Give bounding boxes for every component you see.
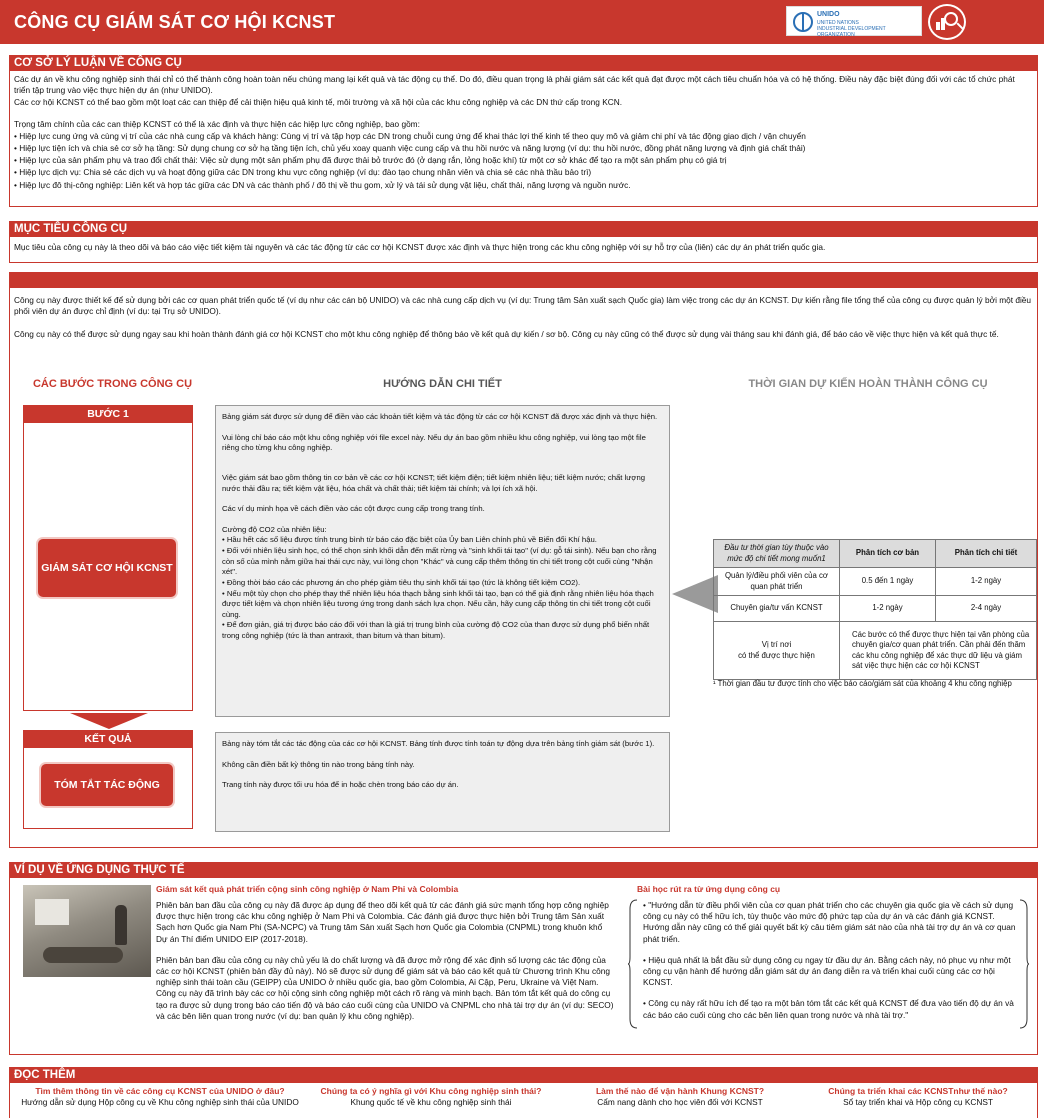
- right-brace-icon: [1018, 899, 1030, 1029]
- page-title: CÔNG CỤ GIÁM SÁT CƠ HỘI KCNST: [14, 12, 336, 32]
- reading-item: [10, 1086, 310, 1109]
- guide-line: Việc giám sát bao gồm thông tin cơ bản về các cơ hội KCNST; tiết kiệm điện; tiết kiệm nhiên liệu; tiết kiệm nước; chất lượng nước thải đầu ra; tiết kiệm vật liệu, hóa chất và chất thải; tiết kiệm tài chính; và lợi ích xã hội.: [222, 472, 645, 493]
- example-section: [9, 862, 1038, 1055]
- monitor-opportunities-button[interactable]: GIÁM SÁT CƠ HỘI KCNST: [38, 539, 176, 597]
- down-arrow-icon: [70, 713, 148, 729]
- usage-heading-bar: [10, 273, 1037, 288]
- basis-bullet: • Hiệp lực cung ứng và cùng vị trí của các nhà cung cấp và khách hàng: Cùng vị trí và tập hợp các DN trong chuỗi cung ứng để khai thác lợi thế kinh tế theo quy mô và giảm chi phí và tác động giao dịch / vận chuyển: [14, 130, 806, 141]
- step-1-label: BƯỚC 1: [24, 406, 192, 423]
- guide-line: • Nếu một tùy chọn cho phép thay thế nhiên liệu hóa thạch bằng sinh khối tái tạo, bạn có thể giả định rằng nhiên liệu hóa thạch được tiết kiệm và chọn nhiên liệu tương ứng trong danh sách lựa chọn. Nếu cần, hãy cung cấp thông tin chi tiết trong cột cuối cùng.: [222, 588, 654, 619]
- basis-section: [9, 55, 1038, 207]
- steps-column-heading: CÁC BƯỚC TRONG CÔNG CỤ: [32, 378, 193, 390]
- un-globe-icon: [793, 12, 813, 32]
- guide-column-heading: HƯỚNG DẪN CHI TIẾT: [383, 378, 502, 390]
- guide-line: • Đối với nhiên liệu sinh học, có thể chọn sinh khối dẫn đến mất rừng và "sinh khối tái tạo" (ví dụ: gỗ tái sinh). Nếu bạn cho rằng còn số của mình nằm giữa hai thái cực này, vui lòng chọn "Khác" và cung cấp thêm thông tin chi tiết trong cột cuối cùng "Nhận xét".: [222, 546, 657, 577]
- impact-summary-button[interactable]: TÓM TẮT TÁC ĐỘNG: [41, 764, 173, 806]
- usage-paragraph-2: Công cụ này có thể được sử dụng ngay sau khi hoàn thành đánh giá cơ hội KCNST cho một khu công nghiệp để thông báo về kết quả dự kiến / sơ bộ. Công cụ này cũng có thể được sử dụng vài tháng sau khi đánh giá, để báo cáo về việc thực hiện và kết quả thực tế.: [14, 329, 999, 340]
- table-row: [714, 622, 1037, 680]
- result-label: KẾT QUẢ: [24, 731, 192, 748]
- unido-logo: [786, 6, 922, 36]
- reading-section: [9, 1067, 1038, 1118]
- case-paragraph-2: Phiên bản ban đầu của công cụ này chủ yếu là do chất lượng và đã được mở rộng để xác định số lượng các tác động của các cơ hội KCNST (phiên bản đầy đủ này). Nó sẽ được sử dụng để giám sát và báo cáo kết quả từ Chương trình Khu công nghiệp sinh thái toàn cầu (GEIPP) của UNIDO ở nhiều quốc gia, bao gồm Colombia, Ai Cập, Peru, Ukraine và Việt Nam. Công cụ này đã trình bày các cơ hội cộng sinh công nghiệp một cách rõ ràng và minh bạch. Bản tóm tắt kết quả do công cụ tạo ra được sử dụng trong báo cáo tiến độ và báo cáo cuối cùng của UNIDO và CNPML cho nhà tài trợ dự án (ví dụ: SECO) và các bên liên quan trong nước (ví dụ: ban quản lý khu công nghiệp).: [156, 954, 614, 1021]
- guide-step-1: [215, 405, 670, 717]
- table-cell-place-label: Vị trí nơi có thể được thực hiện: [714, 622, 840, 680]
- basis-heading: CƠ SỞ LÝ LUẬN VỀ CÔNG CỤ: [10, 56, 1037, 71]
- logo-org-text: UNITED NATIONS INDUSTRIAL DEVELOPMENT ORGANIZATION: [817, 20, 886, 38]
- example-heading: VÍ DỤ VỀ ỨNG DỤNG THỰC TẾ: [10, 863, 1037, 878]
- chart-magnifier-icon: [928, 4, 966, 40]
- header-bar: [0, 0, 1044, 44]
- case-paragraph-1: Phiên bản ban đầu của công cụ này đã được áp dụng để theo dõi kết quả từ các đánh giá sức mạnh tổng hợp công nghiệp được thực hiện trong các khu công nghiệp ở Nam Phi và Colombia. Các đánh giá được thực hiện bởi Trung tâm Sản xuất Sạch hơn Quốc gia Nam Phi (SA-NCPC) và Trung tâm Sản xuất Sạch hơn Quốc gia Colombia (CNPML) trong khuôn khổ Dự án Thí điểm UNIDO EIP (2017-2018).: [156, 900, 609, 944]
- logo-unido-text: UNIDO: [817, 11, 840, 18]
- goal-text: Mục tiêu của công cụ này là theo dõi và báo cáo việc tiết kiệm tài nguyên và các tác động từ các cơ hội KCNST được xác định và thực hiện trong các khu công nghiệp với sự hỗ trợ của (liên) các dự án phát triển quốc gia.: [14, 242, 826, 252]
- table-header-basic: Phân tích cơ bản: [840, 540, 936, 568]
- result-box: [23, 730, 193, 829]
- lesson-item: • Công cụ này rất hữu ích để tạo ra một bản tóm tắt các kết quả KCNST để đưa vào tiến độ dự án và các báo cáo cuối cùng cho các bên liên quan trong nước và nhà tài trợ.": [643, 998, 1014, 1020]
- guide-result: [215, 732, 670, 832]
- table-row: [714, 568, 1037, 596]
- guide-line: • Hầu hết các số liệu được tính trung bình từ báo cáo đặc biệt của Ủy ban Liên chính phủ về Biến đổi Khí hậu.: [222, 535, 597, 545]
- basis-bullet: • Hiệp lực của sản phẩm phụ và trao đổi chất thải: Việc sử dụng một sản phẩm phụ đã được thải bỏ trước đó (ở dạng rắn, lỏng hoặc khí) từ một cơ sở khác để tạo ra một sản phẩm phụ có giá trị: [14, 155, 727, 166]
- reading-item: [798, 1086, 1038, 1109]
- table-cell-role: Chuyên gia/tư vấn KCNST: [714, 596, 840, 622]
- guide-line: Cường độ CO2 của nhiên liệu:: [222, 524, 327, 534]
- lesson-item: • Hiệu quả nhất là bắt đầu sử dụng công cụ ngay từ đầu dự án. Bằng cách này, nó phục vụ như một công cụ vận hành để hướng dẫn giám sát dự án đang diễn ra và triển khai cuối cùng các cơ hội KCNST.: [643, 954, 1011, 988]
- table-cell-basic: 1-2 ngày: [840, 596, 936, 622]
- basis-paragraph-2: Các cơ hội KCNST có thể bao gồm một loạt các can thiệp để cải thiện hiệu quả kinh tế, môi trường và xã hội của các khu công nghiệp và các DN thứ cấp trong KCN.: [14, 97, 623, 108]
- left-arrow-icon: [672, 575, 718, 613]
- time-estimate-table: [713, 539, 1037, 680]
- usage-section: [9, 272, 1038, 848]
- table-cell-detail: 1-2 ngày: [936, 568, 1037, 596]
- table-cell-detail: 2-4 ngày: [936, 596, 1037, 622]
- guide-line: • Để đơn giản, giá trị được báo cáo đối với than là giá trị trung bình của cường độ CO2 của than được sử dụng phổ biến nhất trong công nghiệp (tức là than antraxit, than bitum và than bitum).: [222, 620, 650, 640]
- reading-question: Làm thế nào để vận hành Khung KCNST?: [595, 1086, 765, 1096]
- step-1-box: [23, 405, 193, 711]
- table-cell-basic: 0.5 đến 1 ngày: [840, 568, 936, 596]
- table-header-detail: Phân tích chi tiết: [936, 540, 1037, 568]
- lessons-list: [643, 900, 1018, 1021]
- guide-line: Bảng giám sát được sử dụng để điền vào các khoản tiết kiệm và tác động từ các cơ hội KCNST đã được xác định và thực hiện.: [222, 412, 658, 421]
- table-row: [714, 596, 1037, 622]
- table-footnote: ¹ Thời gian đầu tư được tính cho việc báo cáo/giám sát của khoảng 4 khu công nghiệp: [713, 679, 1012, 688]
- guide-line: Vui lòng chỉ báo cáo một khu công nghiệp với file excel này. Nếu dự án bao gồm nhiều khu công nghiệp, vui lòng tạo một file riêng cho từng khu công nghiệp.: [222, 432, 646, 453]
- lessons-title: Bài học rút ra từ ứng dụng công cụ: [637, 884, 781, 894]
- usage-paragraph-1: Công cụ này được thiết kế để sử dụng bởi các cơ quan phát triển quốc tế (ví dụ như các cán bộ UNIDO) và các nhà cung cấp dịch vụ (ví dụ: Trung tâm Sản xuất sạch Quốc gia) làm việc trong các dự án KCNST. Dự kiến rằng file tổng thể của công cụ được quản lý bởi một điều phối viên dự án được chỉ định (ví dụ: tại Trụ sở UNIDO).: [14, 295, 1032, 317]
- guide-line: Không cần điền bất kỳ thông tin nào trong bảng tính này.: [222, 759, 415, 769]
- reading-link[interactable]: Hướng dẫn sử dụng Hộp công cụ về Khu công nghiệp sinh thái của UNIDO: [21, 1097, 299, 1108]
- goal-heading: MỤC TIÊU CÔNG CỤ: [10, 222, 1037, 237]
- reading-heading: ĐỌC THÊM: [10, 1068, 1037, 1083]
- basis-bullet: • Hiệp lực dịch vụ: Chia sẻ các dịch vụ và hoạt động giữa các DN trong khu vực công nghiệp (ví dụ: đào tạo chung nhân viên và chia sẻ các nhà thầu bảo trì): [14, 167, 592, 178]
- left-brace-icon: [627, 899, 639, 1029]
- table-corner-header: Đầu tư thời gian tùy thuộc vào mức độ chi tiết mong muốn1: [714, 540, 840, 568]
- case-text: [156, 900, 616, 1022]
- reading-question: Chúng ta có ý nghĩa gì với Khu công nghiệp sinh thái?: [320, 1086, 542, 1096]
- basis-paragraph-1: Các dự án về khu công nghiệp sinh thái chỉ có thể thành công hoàn toàn nếu chúng mang lại kết quả và tác động cụ thể. Do đó, điều quan trọng là phải giám sát các kết quả đạt được một cách tiêu chuẩn hóa và có hệ thống. Điều này đặc biệt đúng đối với các tổ chức phát triển tập trung vào việc thực hiện dự án (như UNIDO).: [14, 74, 1015, 96]
- basis-bullet: • Hiệp lực đô thị-công nghiệp: Liên kết và hợp tác giữa các DN và các thành phố / đô thị về thu gom, xử lý và tái sử dụng vật liệu, chất thải, năng lượng và nguồn nước.: [14, 179, 631, 190]
- lesson-item: • "Hướng dẫn từ điều phối viên của cơ quan phát triển cho các chuyên gia quốc gia về cách sử dụng công cụ này có thể hữu ích, tùy thuộc vào mức độ phức tạp của dự án và các đánh giá KCNST. Hướng dẫn này cũng có thể giải quyết bất kỳ câu tiêm giám sát nào của nhà tài trợ dự án và cơ quan phát triển.: [643, 900, 1016, 944]
- guide-line: Các ví dụ minh họa về cách điền vào các cột được cung cấp trong trang tính.: [222, 504, 485, 514]
- reading-item: [300, 1086, 562, 1109]
- basis-body: [14, 74, 1033, 192]
- table-cell-place-text: Các bước có thể được thực hiện tại văn phòng của chuyên gia/cơ quan phát triển. Cần phải đến thăm các khu công nghiệp để xác thực dữ liệu và giám sát việc thực hiện các cơ hội KCNST: [840, 622, 1037, 680]
- basis-paragraph-3: Trọng tâm chính của các can thiệp KCNST có thể là xác định và thực hiện các hiệp lực công nghiệp, bao gồm:: [14, 118, 420, 129]
- guide-line: • Đồng thời báo cáo các phương án cho phép giảm tiêu thụ sinh khối tái tạo (tức là không tiết kiệm CO2).: [222, 577, 581, 587]
- reading-question: Tìm thêm thông tin về các công cụ KCNST của UNIDO ở đâu?: [35, 1086, 285, 1096]
- reading-item: [562, 1086, 798, 1109]
- guide-line: Bảng này tóm tắt các tác động của các cơ hội KCNST. Bảng tính được tính toán tự động dựa trên bảng tính giám sát (bước 1).: [222, 739, 655, 748]
- reading-link[interactable]: Sổ tay triển khai và Hộp công cụ KCNST: [843, 1097, 993, 1108]
- guide-line: Trang tính này được tối ưu hóa để in hoặc chèn trong báo cáo dự án.: [222, 780, 459, 790]
- case-title: Giám sát kết quả phát triển cộng sinh công nghiệp ở Nam Phi và Colombia: [156, 884, 459, 894]
- goal-section: [9, 221, 1038, 263]
- reading-question: Chúng ta triển khai các KCNSTnhư thế nào?: [828, 1086, 1008, 1096]
- basis-bullet: • Hiệp lực tiện ích và chia sẻ cơ sở hạ tầng: Sử dụng chung cơ sở hạ tầng tiện ích, chủ yếu xoay quanh việc cung cấp và thu hồi nước và năng lượng (ví dụ: thu hồi nước, đồng phát năng lượng và định giá chất thải): [14, 142, 806, 153]
- reading-link[interactable]: Khung quốc tế về khu công nghiệp sinh thái: [350, 1097, 512, 1108]
- usage-body: [14, 295, 1033, 342]
- reading-link[interactable]: Cẩm nang dành cho học viên đối với KCNST: [597, 1097, 763, 1108]
- table-cell-role: Quản lý/điều phối viên của cơ quan phát triển: [714, 568, 840, 596]
- time-column-heading: THỜI GIAN DỰ KIẾN HOÀN THÀNH CÔNG CỤ: [748, 378, 988, 390]
- meeting-photo-icon: [23, 885, 151, 977]
